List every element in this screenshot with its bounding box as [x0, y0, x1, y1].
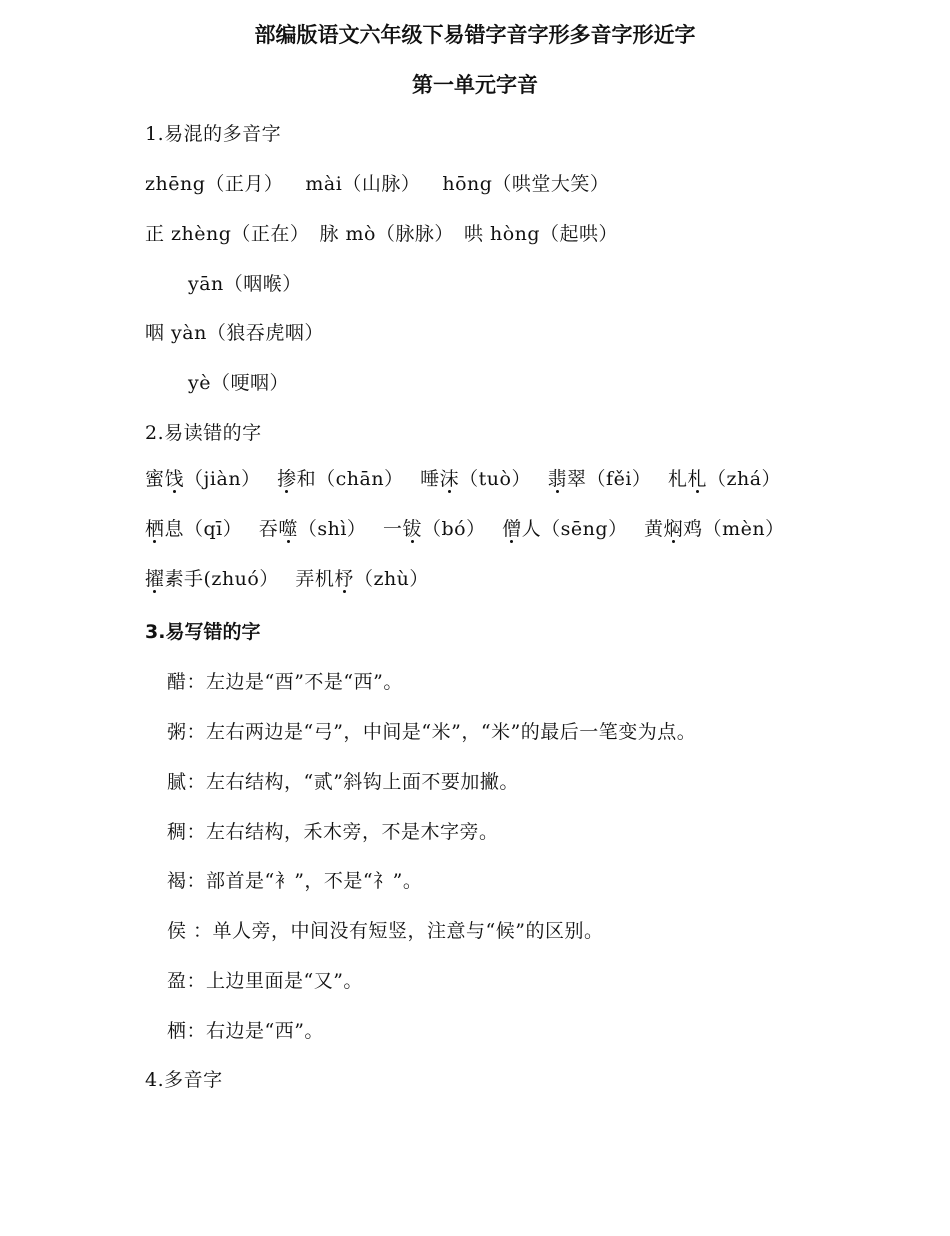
section-subtitle: 第一单元字音: [412, 73, 538, 97]
polyphone-entry: 哄 hòng（起哄）: [463, 223, 619, 245]
polyphone-entry: zhēng（正月）: [145, 173, 284, 195]
misread-row-1: [145, 464, 781, 491]
misread-word: 蜜饯（jiàn）: [145, 468, 261, 490]
miswritten-item: 粥：左右两边是“弓”，中间是“米”，“米”的最后一笔变为点。: [167, 721, 697, 743]
miswritten-item: 稠：左右结构，禾木旁，不是木字旁。: [167, 821, 499, 843]
polyphone-entry: 脉 mò（脉脉）: [319, 223, 454, 245]
misread-word: 掺和（chān）: [277, 468, 404, 490]
misread-word: 黄焖鸡（mèn）: [644, 518, 785, 540]
misread-word: 翡翠（fěi）: [547, 468, 652, 490]
miswritten-item: 侯 ：单人旁，中间没有短竖，注意与“候”的区别。: [167, 920, 604, 942]
misread-word: 唾沫（tuò）: [420, 468, 531, 490]
misread-word: 僧人（sēng）: [502, 518, 628, 540]
polyphone-yan-2: 咽 yàn（狼吞虎咽）: [145, 322, 324, 344]
polyphone-entry: mài（山脉）: [305, 173, 421, 195]
misread-word: 一钹（bó）: [382, 518, 486, 540]
miswritten-item: 盈：上边里面是“又”。: [167, 970, 363, 992]
miswritten-item: 醋：左边是“酉”不是“西”。: [167, 671, 403, 693]
polyphone-yan-3: yè（哽咽）: [188, 372, 289, 394]
polyphone-row-2: [145, 219, 618, 246]
miswritten-item: 腻：左右结构，“贰”斜钩上面不要加撇。: [167, 771, 519, 793]
misread-word: 擢素手(zhuó）: [145, 568, 279, 590]
polyphone-entry: hōng（哄堂大笑）: [442, 173, 610, 195]
misread-word: 栖息（qī）: [145, 518, 243, 540]
miswritten-item: 栖：右边是“西”。: [167, 1020, 324, 1042]
misread-word: 吞噬（shì）: [258, 518, 367, 540]
document-title: 部编版语文六年级下易错字音字形多音字形近字: [254, 23, 696, 47]
misread-word: 札札（zhá）: [667, 468, 782, 490]
polyphone-row-1: [145, 169, 609, 196]
polyphone-entry: 正 zhèng（正在）: [145, 223, 310, 245]
section-4-heading: 4.多音字: [145, 1069, 223, 1091]
section-3-heading: 3.易写错的字: [145, 621, 261, 643]
section-1-heading: 1.易混的多音字: [145, 123, 282, 145]
section-2-heading: 2.易读错的字: [145, 422, 262, 444]
misread-row-2: [145, 514, 785, 541]
misread-word: 弄机杼（zhù）: [295, 568, 429, 590]
miswritten-item: 褐：部首是“衤”，不是“礻”。: [167, 870, 423, 892]
polyphone-yan-1: yān（咽喉）: [188, 273, 302, 295]
misread-row-3: [145, 564, 429, 591]
